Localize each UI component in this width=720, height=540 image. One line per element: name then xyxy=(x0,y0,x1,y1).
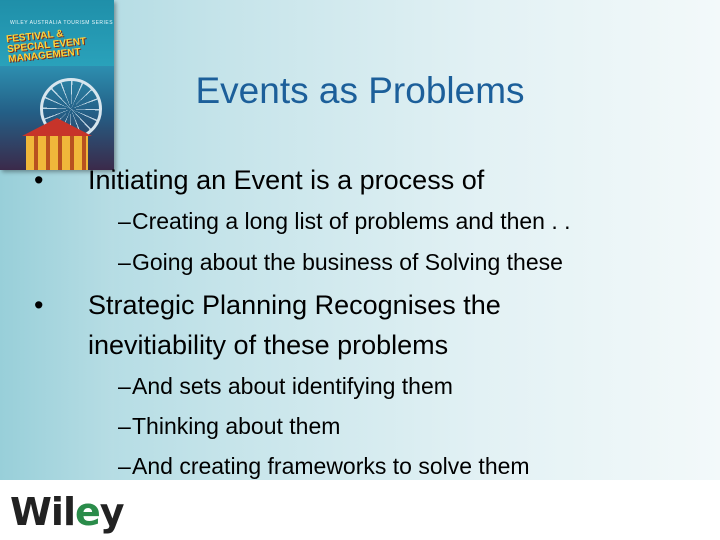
sub-bullet-1-1: Creating a long list of problems and then . . xyxy=(132,208,571,234)
bullet-icon: • xyxy=(34,290,44,320)
wiley-logo: Wiley xyxy=(10,490,124,534)
book-cover-image xyxy=(0,0,114,170)
sub-bullet-2-1: And sets about identifying them xyxy=(132,373,453,399)
slide-title: Events as Problems xyxy=(195,70,525,111)
dash-icon: – xyxy=(118,373,131,399)
bullet-icon: • xyxy=(34,165,44,195)
dash-icon: – xyxy=(118,208,131,234)
book-authors xyxy=(62,120,108,121)
book-title: FESTIVAL & SPECIAL EVENT MANAGEMENT xyxy=(5,28,87,66)
dash-icon: – xyxy=(118,413,131,439)
bullet-1-text: Initiating an Event is a process of xyxy=(88,165,485,195)
book-series-label: WILEY AUSTRALIA TOURISM SERIES xyxy=(10,20,114,26)
carousel-icon xyxy=(22,118,92,170)
sub-bullet-1-2: Going about the business of Solving these xyxy=(132,249,563,275)
left-accent-band xyxy=(0,170,114,480)
bullet-2-text-line-2: inevitiability of these problems xyxy=(88,330,449,360)
dash-icon: – xyxy=(118,249,131,275)
sub-bullet-2-3: And creating frameworks to solve them xyxy=(132,453,530,479)
dash-icon: – xyxy=(118,453,131,479)
sub-bullet-2-2: Thinking about them xyxy=(132,413,341,439)
bullet-2-text-line-1: Strategic Planning Recognises the xyxy=(88,290,501,320)
